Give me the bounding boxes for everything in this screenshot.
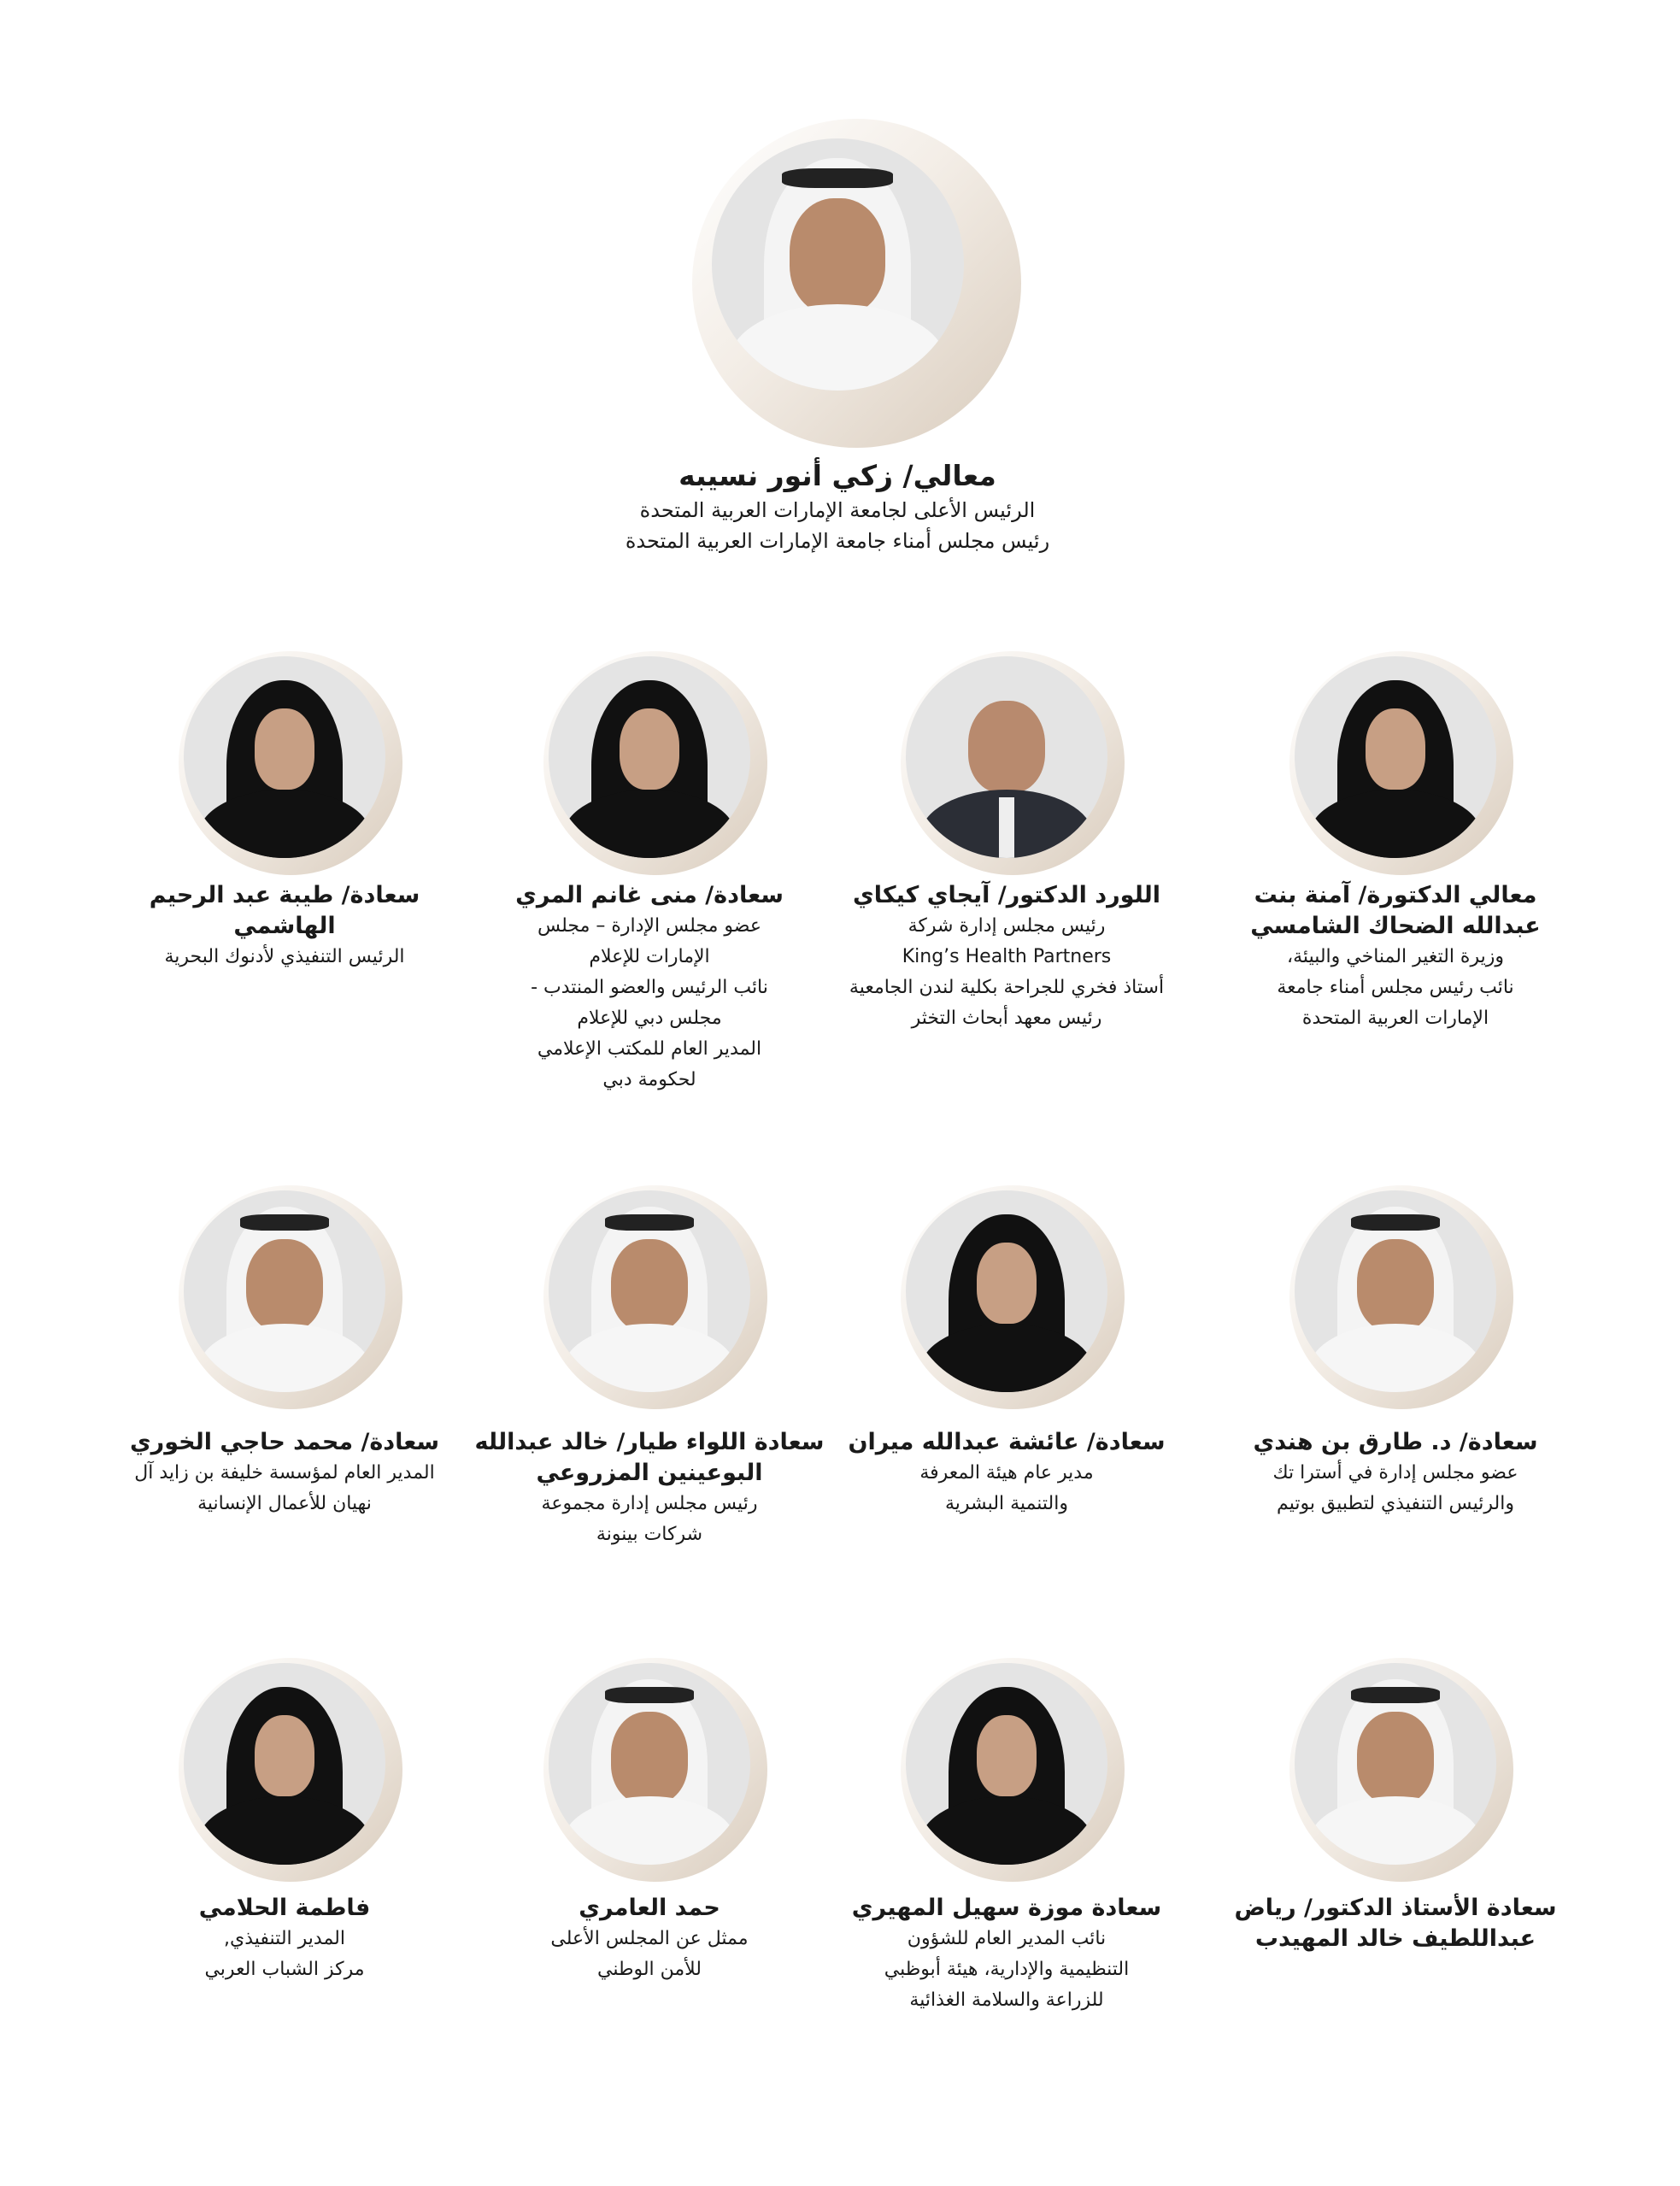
member-card bbox=[827, 1427, 1186, 1519]
member-card bbox=[105, 880, 464, 973]
member-name: اللورد الدكتور/ آيجاي كيكاي bbox=[852, 882, 1161, 908]
member-title-line: المدير التنفيذي, bbox=[224, 1928, 345, 1949]
member-name: سعادة/ منى غانم المري bbox=[515, 882, 784, 908]
member-card bbox=[827, 880, 1186, 1034]
member-title-line: مركز الشباب العربي bbox=[204, 1959, 365, 1980]
member-title-line: الإمارات للإعلام bbox=[589, 946, 710, 967]
member-title-line: الرئيس الأعلى لجامعة الإمارات العربية المتحدة bbox=[639, 498, 1036, 522]
member-name: معالي الدكتورة/ آمنة بنت عبدالله الضحاك الشامسي bbox=[1250, 882, 1541, 939]
member-title-line: عضو مجلس الإدارة – مجلس bbox=[537, 915, 761, 937]
member-title-line: ممثل عن المجلس الأعلى bbox=[550, 1928, 749, 1949]
member-name: سعادة/ طيبة عبد الرحيم الهاشمي bbox=[149, 882, 420, 939]
member-title-line: نائب الرئيس والعضو المنتدب - bbox=[531, 977, 768, 998]
member-title-line: للأمن الوطني bbox=[596, 1959, 702, 1980]
member-card bbox=[453, 457, 1222, 556]
member-title-line: لحكومة دبي bbox=[602, 1069, 696, 1090]
member-card bbox=[470, 1893, 829, 1985]
member-card bbox=[1216, 1893, 1575, 1954]
member-title-line: نهيان للأعمال الإنسانية bbox=[197, 1493, 372, 1514]
portrait-photo bbox=[184, 1663, 385, 1865]
member-title-line: King’s Health Partners bbox=[902, 946, 1112, 967]
member-name: سعادة اللواء طيار/ خالد عبدالله البوعينين المزروعي bbox=[474, 1429, 825, 1486]
member-title-line: رئيس مجلس إدارة شركة bbox=[908, 915, 1106, 937]
member-name: حمد العامري bbox=[579, 1895, 720, 1921]
member-title-line: نائب رئيس مجلس أمناء جامعة bbox=[1277, 977, 1514, 998]
portrait-photo bbox=[184, 1190, 385, 1392]
member-title-line: عضو مجلس إدارة في أسترا تك bbox=[1272, 1462, 1518, 1484]
portrait-photo bbox=[549, 1663, 750, 1865]
member-name: سعادة/ عائشة عبدالله ميران bbox=[848, 1429, 1166, 1455]
portrait-photo bbox=[549, 656, 750, 858]
member-title-line: المدير العام للمكتب الإعلامي bbox=[537, 1038, 762, 1060]
member-title-line: المدير العام لمؤسسة خليفة بن زايد آل bbox=[134, 1462, 435, 1484]
member-title-line: أستاذ فخري للجراحة بكلية لندن الجامعية bbox=[849, 977, 1165, 998]
member-name: فاطمة الحلامي bbox=[198, 1895, 371, 1921]
member-name: سعادة الأستاذ الدكتور/ رياض عبداللطيف خالد المهيدب bbox=[1234, 1895, 1557, 1952]
member-card bbox=[1216, 1427, 1575, 1519]
portrait-photo bbox=[1295, 656, 1496, 858]
member-title-line: شركات بينونة bbox=[596, 1524, 703, 1545]
portrait-photo bbox=[184, 656, 385, 858]
member-title-line: رئيس مجلس إدارة مجموعة bbox=[541, 1493, 758, 1514]
portrait-photo bbox=[712, 138, 964, 391]
member-title-line: مجلس دبي للإعلام bbox=[577, 1008, 722, 1029]
member-title-line: رئيس مجلس أمناء جامعة الإمارات العربية المتحدة bbox=[625, 529, 1050, 553]
member-name: معالي/ زكي أنور نسيبه bbox=[678, 459, 996, 492]
member-name: سعادة/ محمد حاجي الخوري bbox=[129, 1429, 440, 1455]
member-card bbox=[470, 1427, 829, 1550]
portrait-photo bbox=[906, 656, 1107, 858]
portrait-photo bbox=[1295, 1190, 1496, 1392]
portrait-photo bbox=[1295, 1663, 1496, 1865]
member-title-line: الإمارات العربية المتحدة bbox=[1301, 1008, 1489, 1029]
member-title-line: مدير عام هيئة المعرفة bbox=[919, 1462, 1094, 1484]
member-title-line: رئيس معهد أبحاث التخثر bbox=[911, 1008, 1102, 1029]
member-title-line: الرئيس التنفيذي لأدنوك البحرية bbox=[164, 946, 405, 967]
member-title-line: نائب المدير العام للشؤون bbox=[907, 1928, 1107, 1949]
member-title-line: والرئيس التنفيذي لتطبيق بوتيم bbox=[1277, 1493, 1514, 1514]
member-title-line: والتنمية البشرية bbox=[945, 1493, 1068, 1514]
portrait-photo bbox=[906, 1190, 1107, 1392]
member-card bbox=[105, 1427, 464, 1519]
member-name: سعادة موزة سهيل المهيري bbox=[851, 1895, 1162, 1921]
portrait-photo bbox=[549, 1190, 750, 1392]
member-title-line: التنظيمية والإدارية، هيئة أبوظبي bbox=[884, 1959, 1130, 1980]
portrait-photo bbox=[906, 1663, 1107, 1865]
member-card bbox=[470, 880, 829, 1096]
member-title-line: للزراعة والسلامة الغذائية bbox=[909, 1989, 1104, 2011]
member-card bbox=[105, 1893, 464, 1985]
member-card bbox=[1216, 880, 1575, 1034]
member-title-line: وزيرة التغير المناخي والبيئة، bbox=[1287, 946, 1504, 967]
member-name: سعادة/ د. طارق بن هندي bbox=[1253, 1429, 1538, 1455]
member-card bbox=[827, 1893, 1186, 2016]
